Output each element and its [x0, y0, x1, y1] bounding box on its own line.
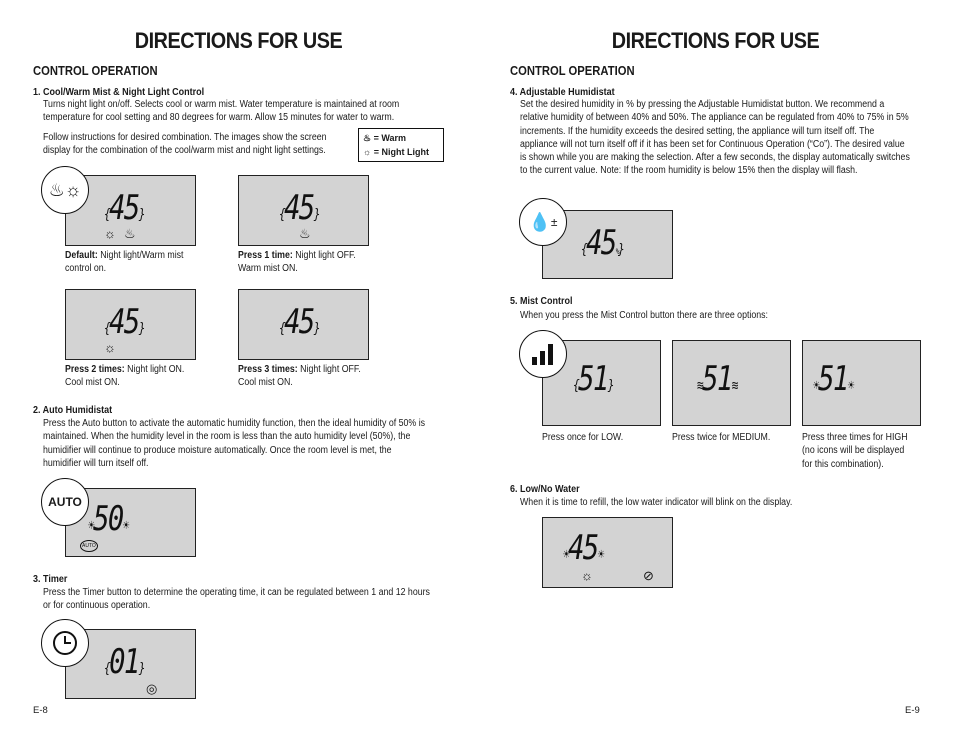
auto-indicator-icon: AUTO [80, 540, 98, 552]
lcd-display-auto: ☀50☀ AUTO [65, 488, 196, 557]
item6-text: When it is time to refill, the low water indicator will blink on the display. [520, 497, 793, 508]
item6-heading: 6. Low/No Water [510, 484, 580, 495]
night-light-icon: ☼ [104, 226, 116, 241]
lcd-display-humidistat: {45%} [542, 210, 673, 279]
auto-button-icon: AUTO [41, 478, 89, 526]
lcd-display-press1: {45} ♨ [238, 175, 369, 246]
warm-mist-icon: ♨ [363, 133, 372, 143]
caption-press3: Press 3 times: Night light OFF. Cool mist ON. [238, 364, 361, 389]
legend-warm: ♨ = Warm [363, 133, 407, 143]
item1-text2: Follow instructions for desired combination. The images show the screen display for the combination of the cool/warm mist and night light settings. [43, 132, 327, 157]
caption-press2: Press 2 times: Night light ON. Cool mist ON. [65, 364, 185, 389]
item4-text: Set the desired humidity in % by pressing the Adjustable Humidistat button. We recommend a relative humidity of between 40% and 50%. The appliance can be regulated from 40% to 75% in 5% increments. If the humidity exceeds the desired setting, the appliance will turn itself off. The appliance will not turn itself off if it has been set for Continuous Operation (“Co”). The desired value is shown while you are making the selection. After a few seconds, the display automatically switches to the current value. Note: If the room humidity is below 15% then the display will flash. [520, 99, 910, 177]
page-number: E-9 [905, 705, 920, 716]
page-title: DIRECTIONS FOR USE [611, 28, 820, 53]
legend-night: ☼ = Night Light [363, 147, 430, 157]
lcd-display-low-water: ☀45☀ ☼ ⊘ [542, 517, 673, 588]
item2-heading: 2. Auto Humidistat [33, 405, 113, 416]
caption-press1: Press 1 time: Night light OFF. Warm mist ON. [238, 250, 356, 275]
item3-heading: 3. Timer [33, 574, 68, 585]
low-water-icon: ⊘ [643, 568, 654, 583]
night-light-icon: ☼ [104, 340, 116, 355]
item5-text: When you press the Mist Control button there are three options: [520, 310, 769, 321]
right-page [477, 0, 954, 738]
night-light-icon: ☼ [581, 568, 593, 583]
timer-button-icon [41, 619, 89, 667]
lcd-display-press2: {45} ☼ [65, 289, 196, 360]
lcd-display-medium: ≋51≋ [672, 340, 791, 426]
lcd-display-press3: {45} [238, 289, 369, 360]
item3-text: Press the Timer button to determine the operating time, it can be regulated between 1 and 12 hours or for continuous operation. [43, 587, 430, 612]
section-heading: CONTROL OPERATION [33, 64, 158, 78]
legend-box [358, 128, 444, 162]
page-number: E-8 [33, 705, 48, 716]
item4-heading: 4. Adjustable Humidistat [510, 87, 615, 98]
night-light-icon: ☼ [363, 147, 372, 157]
warm-mist-icon: ♨ [299, 226, 311, 241]
timer-indicator-icon: ◎ [146, 681, 158, 696]
mist-control-button-icon [519, 330, 567, 378]
item2-text: Press the Auto button to activate the automatic humidity function, then the ideal humidity of 50% is maintained. When the humidity level in the room is less than the auto humidity level (50%), the humidifier will continue to produce moisture automatically. Once the room level is met, the humidifier will turn itself off. [43, 418, 426, 469]
section-heading: CONTROL OPERATION [510, 64, 635, 78]
lcd-display-timer: {01} ◎ [65, 629, 196, 699]
caption-medium: Press twice for MEDIUM. [672, 432, 771, 443]
page-title: DIRECTIONS FOR USE [134, 28, 343, 53]
lcd-display-high: ☀51☀ [802, 340, 921, 426]
lcd-display-low: {51} [542, 340, 661, 426]
item1-text: Turns night light on/off. Selects cool or warm mist. Water temperature is maintained at room temperature for cool setting and 80 degrees for warm. Allow 15 minutes for water to warm. [43, 99, 400, 124]
warm-mist-icon: ♨ [124, 226, 136, 241]
item5-heading: 5. Mist Control [510, 296, 573, 307]
caption-low: Press once for LOW. [542, 432, 624, 443]
mist-light-button-icon: ♨☼ [41, 166, 89, 214]
caption-default: Default: Night light/Warm mist control on. [65, 250, 184, 275]
item1-heading: 1. Cool/Warm Mist & Night Light Control [33, 87, 205, 98]
humidistat-button-icon: 💧 ± [519, 198, 567, 246]
caption-high: Press three times for HIGH (no icons will be displayed for this combination). [802, 432, 908, 470]
lcd-display-default: {45} ☼ ♨ [65, 175, 196, 246]
